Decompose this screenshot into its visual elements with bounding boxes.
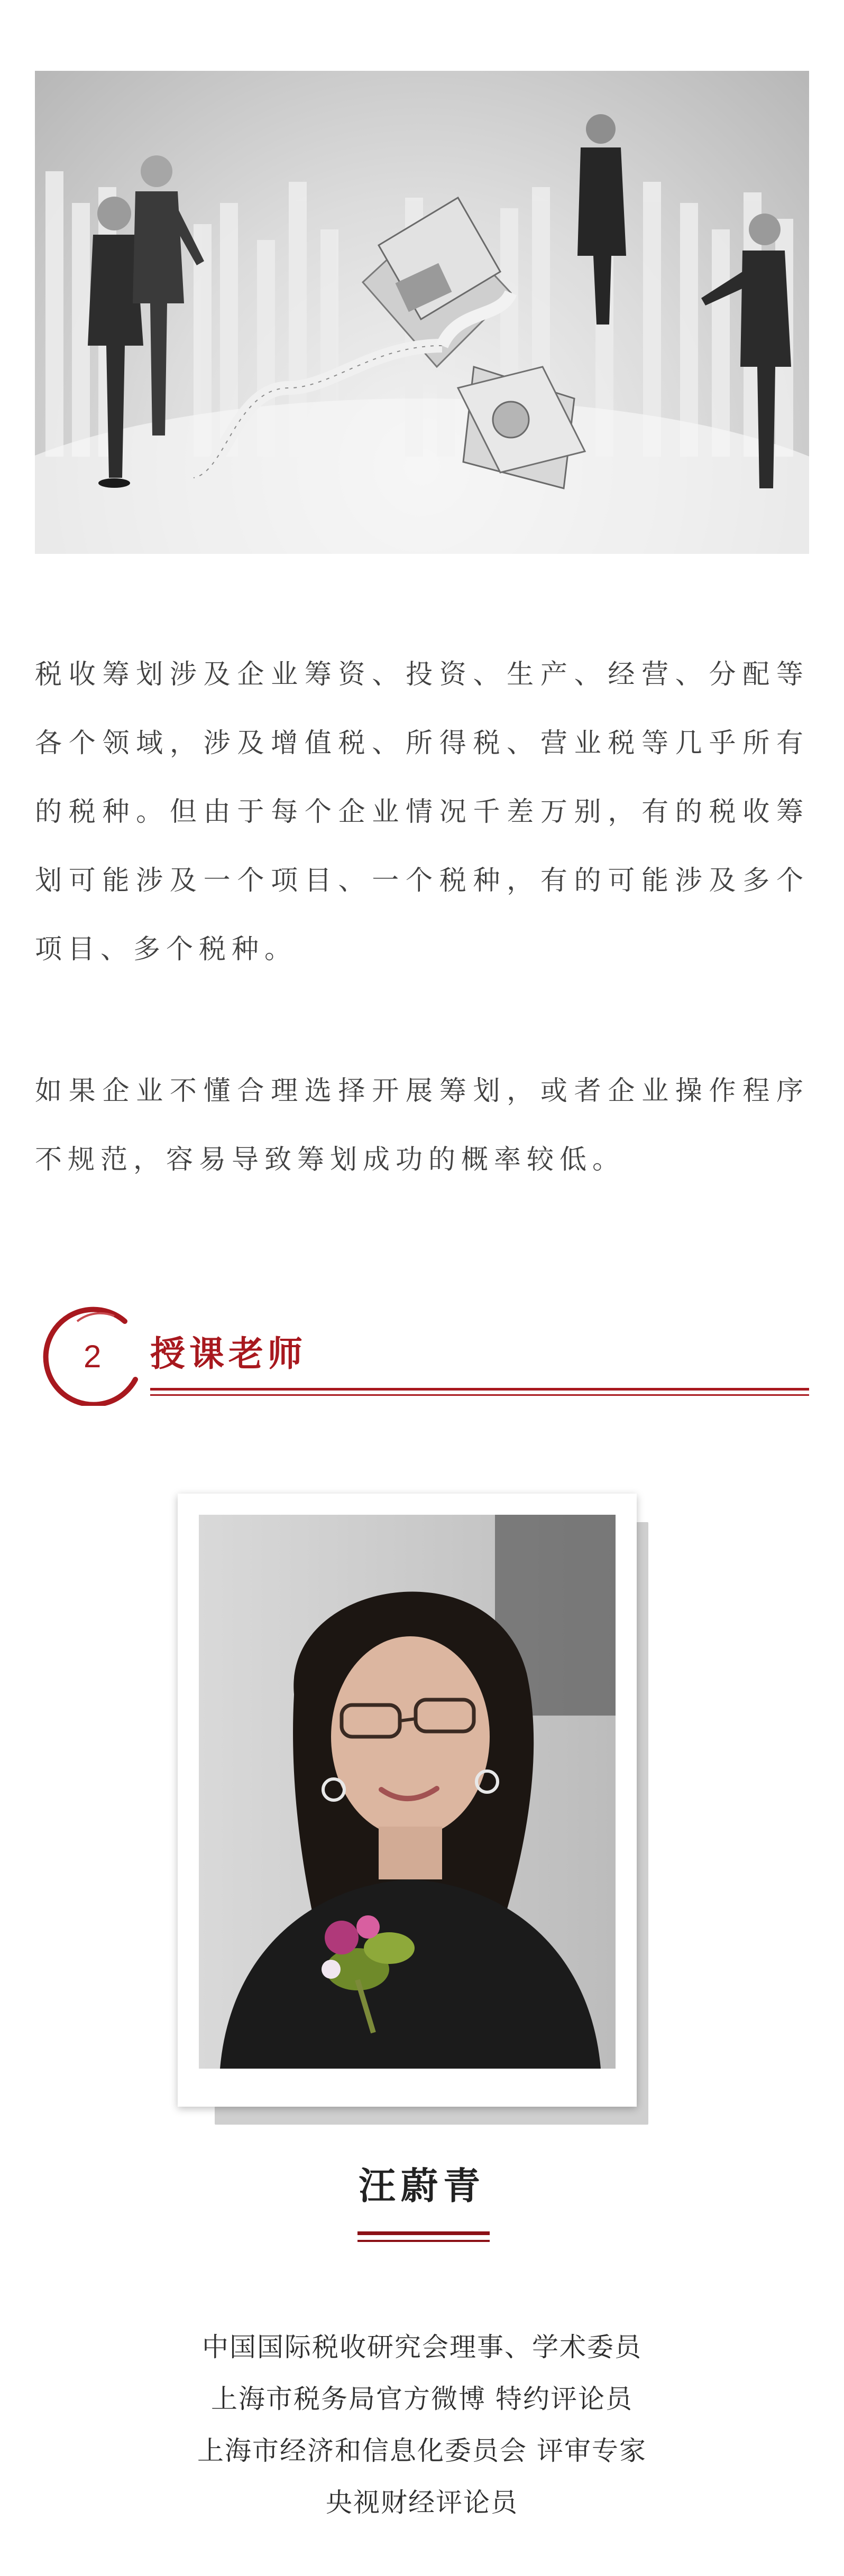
businessman-figure	[577, 114, 626, 325]
body-paragraph: 税收筹划涉及企业筹资、投资、生产、经营、分配等各个领域，涉及增值税、所得税、营业税等几乎所有的税种。但由于每个企业情况千差万别，有的税收筹划可能涉及一个项目、一个税种，有的可能涉及多个项目、多个税种。	[35, 659, 809, 965]
body-paragraph: 如果企业不懂合理选择开展筹划，或者企业操作程序不规范，容易导致筹划成功的概率较低。	[35, 1076, 809, 1175]
section-heading	[35, 1300, 809, 1416]
section-divider	[150, 1388, 809, 1391]
teacher-name: 汪蔚青	[359, 2164, 485, 2208]
section-title: 授课老师	[150, 1333, 307, 1374]
section-number: 2	[84, 1339, 102, 1374]
portrait-frame	[178, 1494, 637, 2107]
name-underline	[357, 2231, 490, 2235]
teacher-credentials	[0, 2321, 844, 2528]
name-underline	[357, 2240, 490, 2242]
credential-item: 央视财经评论员	[326, 2487, 518, 2518]
credential-item: 上海市经济和信息化委员会 评审专家	[197, 2435, 647, 2466]
credential-item: 中国国际税收研究会理事、学术委员	[202, 2332, 642, 2362]
credential-item: 上海市税务局官方微博 特约评论员	[211, 2384, 633, 2414]
teacher-portrait	[199, 1515, 616, 2069]
section-divider	[150, 1394, 809, 1396]
hero-illustration	[35, 71, 809, 554]
